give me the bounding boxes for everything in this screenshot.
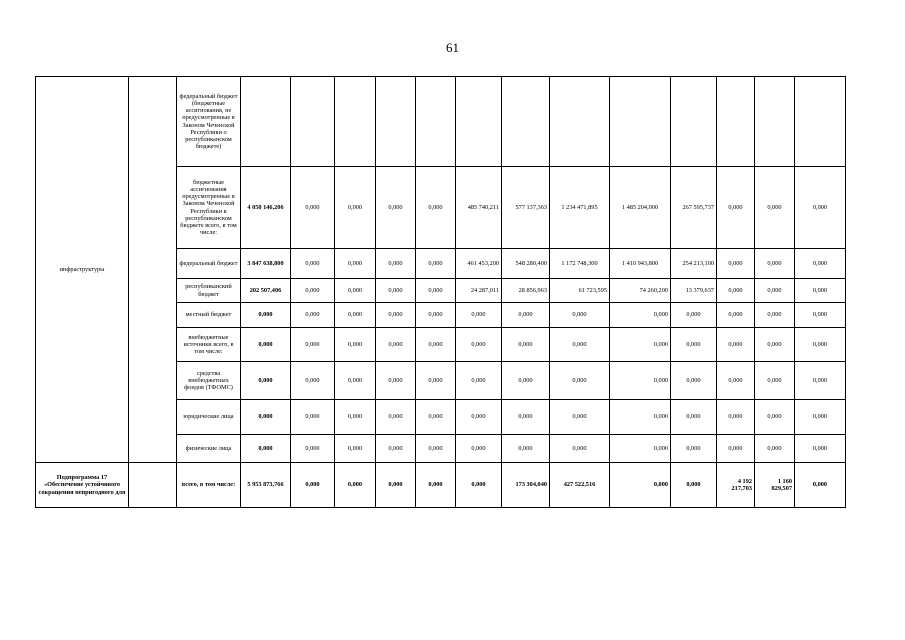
value-cell: 0,000	[456, 400, 502, 435]
table-row	[36, 463, 846, 508]
value-cell	[717, 77, 755, 167]
value-cell	[795, 77, 846, 167]
value-cell: 0,000	[456, 463, 502, 508]
value-cell: 0,000	[795, 362, 846, 400]
subprogram-name-cell: Подпрограмма 17 «Обеспечение устойчивого сокращения непригодного для	[36, 463, 129, 508]
value-cell: 0,000	[376, 463, 416, 508]
value-cell: 0,000	[550, 435, 610, 463]
value-cell: 0,000	[610, 303, 671, 328]
funding-source: всего, в том числе:	[177, 463, 241, 508]
funding-source: юридические лица	[177, 400, 241, 435]
value-cell: 0,000	[335, 328, 376, 362]
value-cell: 0,000	[335, 279, 376, 303]
value-cell	[755, 77, 795, 167]
value-cell: 0,000	[335, 249, 376, 279]
funding-source: местный бюджет	[177, 303, 241, 328]
value-cell: 0,000	[416, 362, 456, 400]
value-cell: 0,000	[416, 279, 456, 303]
funding-source: средства внебюджетных фондов (ТФОМС)	[177, 362, 241, 400]
value-cell: 0,000	[755, 249, 795, 279]
value-cell: 74 260,200	[610, 279, 671, 303]
value-cell: 0,000	[502, 400, 550, 435]
value-cell	[610, 77, 671, 167]
value-cell: 0,000	[795, 463, 846, 508]
value-cell: 1 410 943,800	[610, 249, 671, 279]
value-cell	[291, 77, 335, 167]
value-cell: 0,000	[456, 435, 502, 463]
page-number: 61	[446, 40, 459, 55]
value-cell: 485 740,211	[456, 167, 502, 249]
value-cell: 4 192 217,703	[717, 463, 755, 508]
value-cell: 173 304,040	[502, 463, 550, 508]
value-cell: 13 379,637	[671, 279, 717, 303]
value-cell: 0,000	[376, 328, 416, 362]
value-cell: 461 453,200	[456, 249, 502, 279]
value-cell: 0,000	[671, 400, 717, 435]
funding-source: внебюджетные источники всего, в том числе:	[177, 328, 241, 362]
budget-table	[35, 76, 846, 508]
value-cell: 0,000	[755, 400, 795, 435]
value-cell: 0,000	[456, 303, 502, 328]
value-cell: 0,000	[291, 362, 335, 400]
funding-source: федеральный бюджет (бюджетные ассигнования, не предусмотренные в Законом Чеченской Республики о республиканском бюджете)	[177, 77, 241, 167]
total-value: 4 050 146,206	[241, 167, 291, 249]
responsible-cell	[129, 77, 177, 463]
responsible-cell	[129, 463, 177, 508]
value-cell: 0,000	[717, 435, 755, 463]
value-cell: 0,000	[335, 400, 376, 435]
value-cell: 0,000	[717, 249, 755, 279]
total-value: 0,000	[241, 303, 291, 328]
value-cell: 548 280,400	[502, 249, 550, 279]
value-cell: 0,000	[755, 435, 795, 463]
total-value: 3 847 638,800	[241, 249, 291, 279]
value-cell: 1 172 748,300	[550, 249, 610, 279]
value-cell: 577 137,363	[502, 167, 550, 249]
total-value: 0,000	[241, 435, 291, 463]
value-cell: 0,000	[755, 279, 795, 303]
value-cell: 61 723,595	[550, 279, 610, 303]
value-cell: 0,000	[550, 400, 610, 435]
value-cell: 0,000	[291, 400, 335, 435]
total-value: 0,000	[241, 362, 291, 400]
value-cell: 0,000	[335, 463, 376, 508]
value-cell: 0,000	[376, 435, 416, 463]
value-cell: 0,000	[502, 362, 550, 400]
value-cell: 0,000	[717, 328, 755, 362]
value-cell: 0,000	[376, 249, 416, 279]
value-cell: 0,000	[671, 328, 717, 362]
value-cell: 0,000	[610, 328, 671, 362]
value-cell: 0,000	[376, 362, 416, 400]
value-cell: 0,000	[717, 303, 755, 328]
value-cell: 1 160 829,507	[755, 463, 795, 508]
value-cell: 0,000	[610, 463, 671, 508]
value-cell: 0,000	[550, 303, 610, 328]
value-cell: 0,000	[755, 362, 795, 400]
value-cell: 0,000	[416, 435, 456, 463]
value-cell	[335, 77, 376, 167]
value-cell: 0,000	[795, 167, 846, 249]
value-cell: 0,000	[550, 362, 610, 400]
value-cell: 0,000	[291, 303, 335, 328]
value-cell	[502, 77, 550, 167]
value-cell: 24 287,011	[456, 279, 502, 303]
value-cell: 0,000	[795, 328, 846, 362]
value-cell: 0,000	[795, 279, 846, 303]
value-cell: 0,000	[416, 463, 456, 508]
value-cell	[376, 77, 416, 167]
value-cell: 0,000	[376, 400, 416, 435]
value-cell: 0,000	[376, 167, 416, 249]
value-cell: 0,000	[795, 435, 846, 463]
value-cell: 0,000	[610, 435, 671, 463]
value-cell: 0,000	[717, 167, 755, 249]
value-cell: 0,000	[416, 249, 456, 279]
value-cell: 0,000	[416, 303, 456, 328]
value-cell: 0,000	[376, 303, 416, 328]
value-cell: 0,000	[671, 362, 717, 400]
program-name-cell: инфраструктуры	[36, 77, 129, 463]
value-cell: 0,000	[795, 400, 846, 435]
value-cell: 0,000	[291, 167, 335, 249]
value-cell	[671, 77, 717, 167]
value-cell: 0,000	[755, 303, 795, 328]
value-cell: 0,000	[795, 249, 846, 279]
value-cell: 0,000	[291, 435, 335, 463]
value-cell: 0,000	[610, 400, 671, 435]
value-cell: 28 856,963	[502, 279, 550, 303]
value-cell: 0,000	[671, 463, 717, 508]
funding-source: физические лица	[177, 435, 241, 463]
value-cell: 0,000	[456, 328, 502, 362]
total-value: 0,000	[241, 400, 291, 435]
value-cell: 0,000	[291, 463, 335, 508]
value-cell: 0,000	[416, 400, 456, 435]
value-cell: 0,000	[717, 400, 755, 435]
value-cell: 0,000	[335, 362, 376, 400]
value-cell: 1 234 471,895	[550, 167, 610, 249]
funding-source: федеральный бюджет	[177, 249, 241, 279]
value-cell: 0,000	[291, 328, 335, 362]
value-cell: 0,000	[376, 279, 416, 303]
value-cell: 0,000	[416, 167, 456, 249]
value-cell: 0,000	[717, 362, 755, 400]
value-cell: 0,000	[755, 328, 795, 362]
value-cell: 0,000	[717, 279, 755, 303]
total-value: 202 507,406	[241, 279, 291, 303]
value-cell: 267 595,737	[671, 167, 717, 249]
total-value: 0,000	[241, 328, 291, 362]
total-value: 5 953 873,766	[241, 463, 291, 508]
value-cell: 0,000	[502, 328, 550, 362]
value-cell: 0,000	[550, 328, 610, 362]
table-row	[36, 77, 846, 167]
value-cell	[550, 77, 610, 167]
value-cell: 0,000	[671, 435, 717, 463]
value-cell: 0,000	[795, 303, 846, 328]
value-cell: 0,000	[502, 435, 550, 463]
value-cell: 0,000	[456, 362, 502, 400]
value-cell: 0,000	[335, 167, 376, 249]
value-cell: 0,000	[335, 435, 376, 463]
value-cell: 0,000	[335, 303, 376, 328]
value-cell: 0,000	[416, 328, 456, 362]
value-cell: 0,000	[291, 279, 335, 303]
value-cell: 427 522,516	[550, 463, 610, 508]
value-cell: 1 485 204,000	[610, 167, 671, 249]
value-cell: 0,000	[610, 362, 671, 400]
value-cell: 0,000	[755, 167, 795, 249]
value-cell	[456, 77, 502, 167]
value-cell	[241, 77, 291, 167]
value-cell: 0,000	[291, 249, 335, 279]
value-cell	[416, 77, 456, 167]
funding-source: республиканский бюджет	[177, 279, 241, 303]
value-cell: 254 213,100	[671, 249, 717, 279]
funding-source: бюджетные ассигнования предусмотренные в Законом Чеченской Республики в республиканском бюджете всего, в том числе:	[177, 167, 241, 249]
value-cell: 0,000	[671, 303, 717, 328]
value-cell: 0,000	[502, 303, 550, 328]
